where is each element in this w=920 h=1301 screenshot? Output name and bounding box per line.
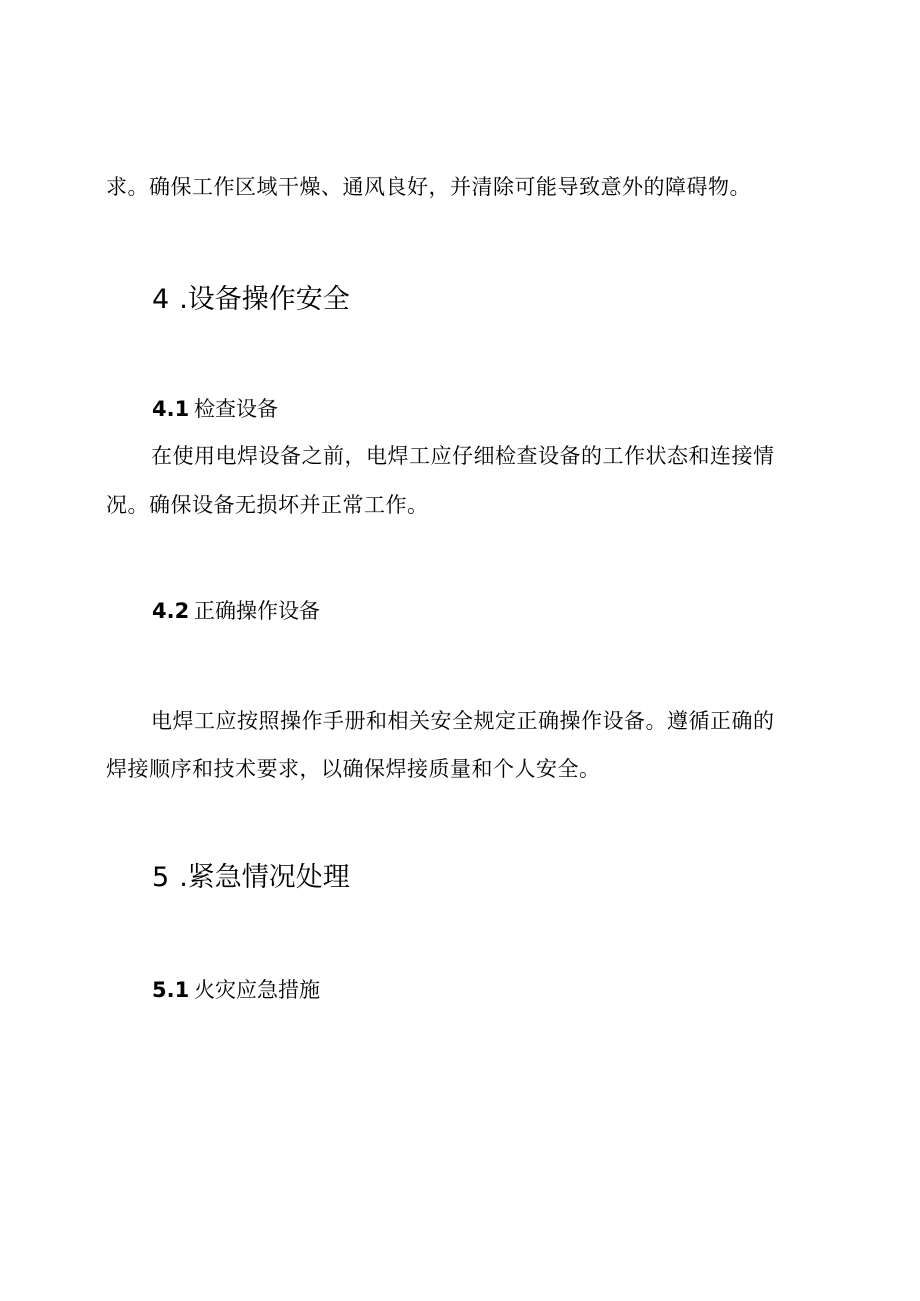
- subsection-title: 正确操作设备: [194, 599, 320, 623]
- section-heading-4: [152, 283, 350, 317]
- section-heading-5: [152, 861, 350, 895]
- subsection-number: 4.2: [152, 599, 190, 623]
- paragraph-line: 电焊工应按照操作手册和相关安全规定正确操作设备。遵循正确的: [151, 709, 775, 733]
- paragraph-line: 在使用电焊设备之前，电焊工应仔细检查设备的工作状态和连接情: [151, 444, 775, 468]
- subsection-title: 检查设备: [194, 397, 278, 421]
- subsection-number: 5.1: [152, 978, 190, 1002]
- paragraph-line: 焊接顺序和技术要求，以确保焊接质量和个人安全。: [106, 757, 601, 781]
- section-title: .紧急情况处理: [179, 862, 350, 893]
- paragraph-line: 况。确保设备无损坏并正常工作。: [106, 493, 429, 517]
- subsection-title: 火灾应急措施: [194, 978, 320, 1002]
- subsection-number: 4.1: [152, 397, 190, 421]
- section-number: 5: [152, 862, 180, 893]
- subsection-heading-4-2: [152, 597, 320, 625]
- subsection-heading-5-1: [152, 976, 320, 1004]
- paragraph-continuation: 求。确保工作区域干燥、通风良好，并清除可能导致意外的障碍物。: [106, 175, 751, 199]
- section-number: 4: [152, 284, 180, 315]
- section-title: .设备操作安全: [179, 284, 350, 315]
- subsection-heading-4-1: [152, 395, 278, 423]
